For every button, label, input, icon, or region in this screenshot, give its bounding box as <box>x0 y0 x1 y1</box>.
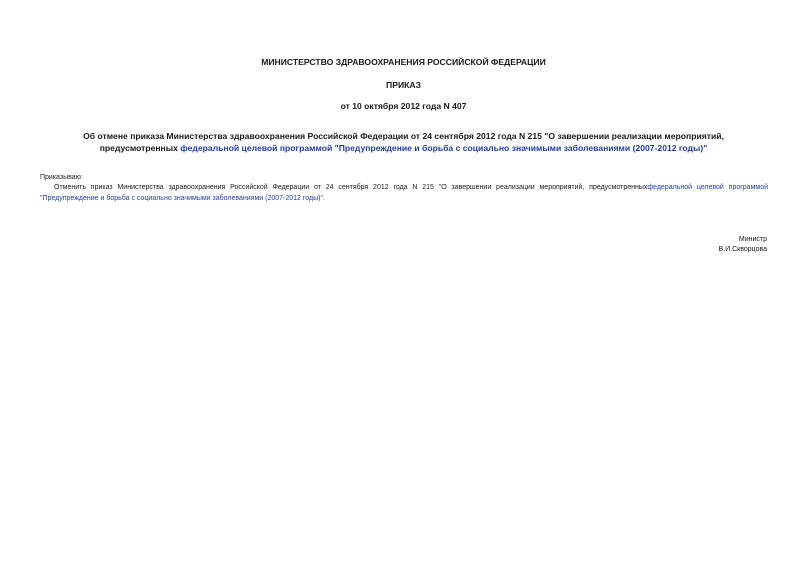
document-date-number: от 10 октября 2012 года N 407 <box>340 101 467 111</box>
order-paragraph-text: Отменить приказ Министерства здравоохранения Российской Федерации от 24 сентября 2012 года N 215 "О завершении реализации мероприятий, предусмотренных <box>54 184 648 191</box>
document-type: ПРИКАЗ <box>386 80 421 90</box>
title-line-1: Об отмене приказа Министерства здравоохранения Российской Федерации от 24 сентября 2012 года N 215 "О завершении реализации мероприятий, <box>83 131 724 141</box>
ministry-name: МИНИСТЕРСТВО ЗДРАВООХРАНЕНИЯ РОССИЙСКОЙ ФЕДЕРАЦИИ <box>261 57 546 67</box>
title-line-2-prefix: предусмотренных <box>99 143 181 153</box>
order-paragraph-end: . <box>322 194 325 202</box>
document-title <box>0 130 807 154</box>
signer-name: В.И.Скворцова <box>718 246 767 253</box>
program-link-body[interactable]: федеральной целевой программой "Предупреждение и борьба с социально значимыми заболеваниями (2007-2012 годы)" <box>40 184 768 202</box>
program-link-title[interactable]: федеральной целевой программой "Предупреждение и борьба с социально значимыми заболеваниями (2007-2012 годы)" <box>180 143 708 153</box>
order-paragraph <box>40 183 768 204</box>
order-intro: Приказываю: <box>40 174 83 181</box>
signer-title: Министр <box>738 236 767 243</box>
title-line-2 <box>0 142 807 154</box>
